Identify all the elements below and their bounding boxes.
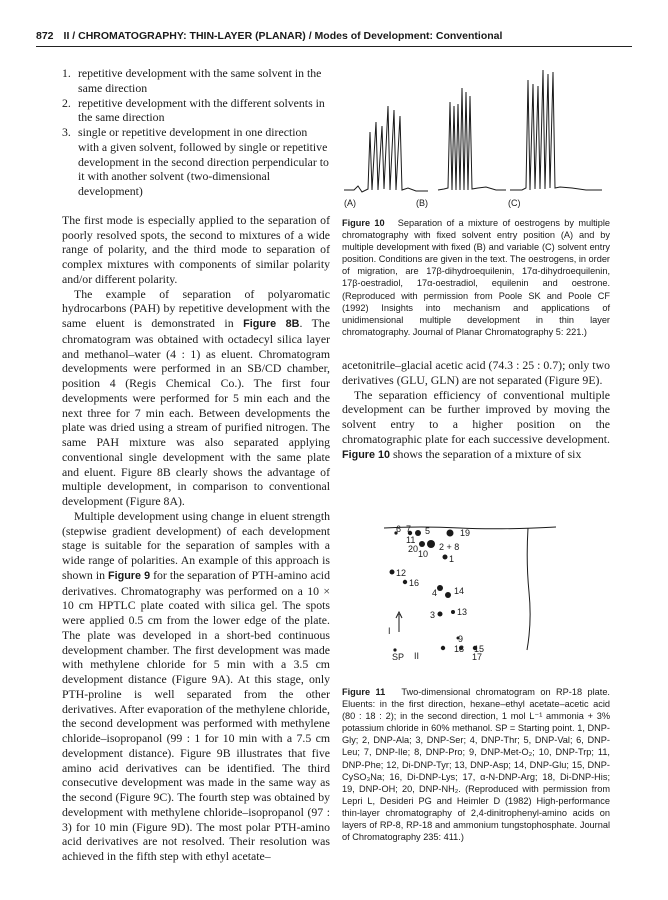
spot bbox=[403, 580, 407, 584]
solvent-front-right bbox=[527, 528, 530, 650]
paragraph: The first mode is especially applied to the separation of poorly resolved spots, the second to mixtures of a wide range of polarity, and the third mode to separation of complex mixtures with components of similar polarity and/or different polarity. bbox=[62, 212, 330, 286]
spot bbox=[443, 555, 448, 560]
spot bbox=[451, 610, 455, 614]
figure-11-caption bbox=[342, 686, 610, 843]
figure-10-chromatograms bbox=[340, 62, 610, 212]
spot bbox=[445, 592, 451, 598]
development-modes-list bbox=[62, 66, 330, 199]
paragraph: The example of separation of polyaromatic hydrocarbons (PAH) by repetitive development with the same eluent is demonstrated in Figure 8B. The chromatogram was obtained with octadecyl silica layer and methanol–water (4 : 1) as eluent. Chromatogram developments were performed in an SB/CD chamber, position 4 (Regis Chemical Co.). The first four developments were performed for 5 min each and the next three for 7 min each. Between developments the plate was dried using a stream of purified nitrogen. The same PAH mixture was also separated applying conventional single development with the same plate and eluent. Figure 8B clearly shows the advantage of multiple development, in comparison to conventional development (Figure 8A). bbox=[62, 286, 331, 508]
figure-11-bottom-labels bbox=[392, 652, 512, 664]
spot-label: 2 + 8 bbox=[439, 542, 460, 552]
axis-label: II bbox=[414, 651, 420, 661]
spot bbox=[437, 585, 443, 591]
spot-label: 16 bbox=[409, 578, 420, 588]
spot-label: 12 bbox=[396, 568, 407, 578]
spot-label: 19 bbox=[460, 528, 471, 538]
chromatogram-trace-c bbox=[510, 70, 602, 190]
running-header bbox=[36, 30, 632, 44]
spot-label: 17 bbox=[472, 652, 483, 662]
list-item: 1. repetitive development with the same solvent in the same direction bbox=[62, 66, 322, 95]
caption-text: Separation of a mixture of oestrogens by multiple chromatography with fixed solvent entry position (A) and by multiple development with fixed (B) and variable (C) solvent entry position. Conditions are given in the text. The oestrogens, in order of migration, are 17β-dihydroequilenin, 17α-dihydroequilenin, 17β-oestradiol, 17α-oestradiol, equilenin and oestrone. (Reproduced with permission from Poole SK and Poole CF (1992) Insights into mechanism and applications of unidimensional multiple development in thin layer chromatography. Journal of Planar Chromatography 5: 221.) bbox=[342, 218, 610, 337]
axis-label: SP bbox=[392, 652, 405, 662]
spot-label: 3 bbox=[430, 610, 436, 620]
figure-label: Figure 11 bbox=[342, 687, 386, 697]
chromatogram-trace-a bbox=[344, 106, 428, 192]
spot-label: 7 bbox=[406, 524, 412, 534]
caption-text: Two-dimensional chromatogram on RP-18 plate. Eluents: in the first direction, hexane–ethyl acetate–acetic acid (80 : 18 : 2); in the second direction, 1 mol L⁻¹ ammonia + 3% potassium chloride in 60% methanol. SP = Starting point. 1, DNP-Gly; 2, DNP-Ala; 3, DNP-Ser; 4, DNP-Thr; 5, DNP-Val; 6, DNP-Leu; 7, DNP-Ile; 8, DNP-Pro; 9, DNP-Met-O₂; 10, DNP-Trp; 11, DNP-Phe; 12, Di-DNP-Tyr; 13, DNP-Asp; 14, DNP-Glu; 15, DNP-CySO₃Na; 16, Di-DNP-Lys; 17, α-N-DNP-Arg; 18, Di-DNP-His; 19, DNP-OH; 20, DNP-NH₂. (Reproduced with permission from Lepri L, Desideri PG and Heimler D (1982) High-performance thin-layer chromatography of 2,4-dinitrophenyl-amino acids on layers of RP-8, RP-18 and ammonium tungstophosphate. Journal of Chromatography 235: 411.) bbox=[342, 687, 610, 843]
spot-label: 1 bbox=[449, 554, 455, 564]
spot bbox=[427, 540, 435, 548]
figure-reference: Figure 10 bbox=[342, 448, 391, 461]
header-rule bbox=[36, 46, 632, 47]
figure-label: Figure 10 bbox=[342, 218, 385, 228]
panel-label-a: (A) bbox=[344, 198, 356, 208]
spot bbox=[441, 646, 445, 650]
axis-label: I bbox=[388, 626, 391, 636]
figure-reference: Figure 8B bbox=[243, 318, 300, 330]
spot-label: 10 bbox=[418, 549, 429, 559]
figure-reference: Figure 9 bbox=[108, 569, 151, 582]
spot bbox=[438, 612, 443, 617]
panel-label-c: (C) bbox=[508, 198, 521, 208]
spot-label: 18 bbox=[454, 644, 465, 652]
spot-label: 9 bbox=[458, 634, 464, 644]
chromatogram-trace-b bbox=[438, 88, 506, 190]
spot bbox=[419, 541, 425, 547]
panel-label-b: (B) bbox=[416, 198, 428, 208]
spot bbox=[415, 530, 421, 536]
spot-label: 5 bbox=[425, 526, 431, 536]
spot-label: 20 bbox=[408, 544, 419, 554]
list-item: 2. repetitive development with the different solvents in the same direction bbox=[62, 95, 325, 125]
paragraph: The separation efficiency of conventional multiple development can be further improved by moving the solvent entry to a higher position on the chromatographic plate for each successive development. Figure 10 shows the separation of a mixture of six bbox=[342, 387, 610, 461]
paragraph: acetonitrile–glacial acetic acid (74.3 : 25 : 0.7); only two derivatives (GLU, GLN) are not separated (Figure 9E). bbox=[342, 358, 610, 387]
spot-label: 13 bbox=[457, 607, 468, 617]
spot-label: 11 bbox=[406, 535, 416, 545]
list-item: 3. single or repetitive development in one direction with a given solvent, followed by single or repetitive development in the second direction perpendicular to it with another solvent (two-dimensional development) bbox=[62, 125, 329, 198]
spot bbox=[390, 570, 395, 575]
spot-label: 6 bbox=[396, 524, 402, 534]
spot bbox=[447, 530, 454, 537]
paragraph: Multiple development using change in eluent strength (stepwise gradient development) of each development stage is suitable for the separation of samples with a wide range of polarities. An example of this approach is shown in Figure 9 for the separation of PTH-amino acid derivatives. Chromatography was performed on a 10 × 10 cm HPTLC plate coated with silica gel. The spots were applied 0.5 cm from the lower edge of the plate. The plate was developed in a short-bed continuous development chamber. The first development was made with methylene chloride for 5 min with a 3.5 cm development distance (Figure 9A). At this stage, only PTH-proline is well separated from the other derivatives. After evaporation of the methylene chloride, the second development was performed with methylene chloride–isopropanol (99 : 1 for 10 min with a 7.5 cm development distance). Figure 9B illustrates that five amino acid derivatives can be identified. The third consecutive development was made in the same way as the second (Figure 9C). The fourth step was obtained by development with methylene chloride–isopropanol (97 : 3) for 10 min (Figure 9D). The most polar PTH-amino acid derivatives are not resolved. Their resolution was achieved in the fifth step with ethyl acetate– bbox=[62, 508, 330, 863]
spot-label: 4 bbox=[432, 588, 438, 598]
left-column bbox=[62, 66, 330, 864]
spot-label: 15 bbox=[474, 644, 485, 652]
spot-label: 14 bbox=[454, 586, 465, 596]
right-column bbox=[342, 358, 610, 462]
page-number: 872 bbox=[36, 30, 54, 42]
figure-10-caption bbox=[342, 217, 610, 338]
running-title: II / CHROMATOGRAPHY: THIN-LAYER (PLANAR) / Modes of Development: Conventional bbox=[63, 30, 503, 42]
figure-11-chromatogram bbox=[380, 522, 560, 652]
